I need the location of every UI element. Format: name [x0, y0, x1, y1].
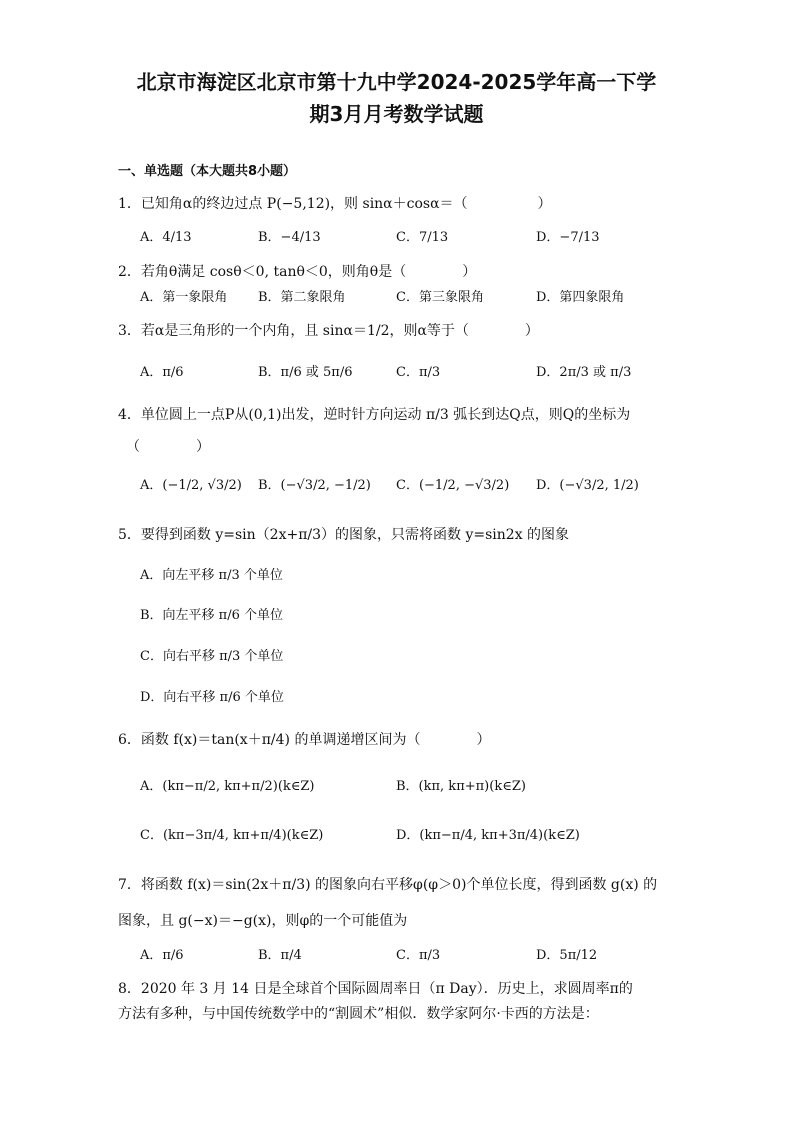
section-heading: 一、单选题（本大题共8小题） — [118, 164, 297, 179]
question-3-option-b: B．π/6 或 5π/6 — [258, 365, 353, 380]
question-2-option-c: C．第三象限角 — [396, 290, 484, 305]
question-2-option-d: D．第四象限角 — [536, 290, 625, 305]
question-7-stem-cont: 图象，且 g(−x)＝−g(x)，则φ的一个可能值为 — [118, 913, 408, 929]
question-4-option-a: A．(−1/2, √3/2) — [140, 478, 242, 493]
question-1-option-b: B．−4/13 — [258, 230, 321, 245]
question-8-stem: 8．2020 年 3 月 14 日是全球首个国际圆周率日（π Day）．历史上，求圆周率π的 — [118, 981, 633, 997]
exam-title-line1: 北京市海淀区北京市第十九中学2024-2025学年高一下学 — [136, 70, 657, 94]
question-5-option-d: D．向右平移 π/6 个单位 — [140, 690, 284, 705]
question-6-stem: 6．函数 f(x)＝tan(x＋π/4) 的单调递增区间为（ ） — [118, 732, 491, 748]
question-4-stem-cont: （ ） — [126, 439, 210, 455]
question-1-option-c: C．7/13 — [396, 230, 449, 245]
question-5-option-c: C．向右平移 π/3 个单位 — [140, 649, 284, 664]
question-7-option-d: D．5π/12 — [536, 948, 598, 963]
question-7-option-b: B．π/4 — [258, 948, 302, 963]
question-5-option-b: B．向左平移 π/6 个单位 — [140, 608, 284, 623]
question-8-stem-cont: 方法有多种，与中国传统数学中的“割圆术”相似．数学家阿尔·卡西的方法是： — [118, 1006, 599, 1022]
question-6-option-d: D．(kπ−π/4, kπ+3π/4)(k∈Z) — [396, 828, 580, 843]
question-4-option-d: D．(−√3/2, 1/2) — [536, 478, 639, 493]
exam-title-line2: 期3月月考数学试题 — [309, 102, 484, 126]
question-2-stem: 2．若角θ满足 cosθ＜0, tanθ＜0，则角θ是（ ） — [118, 264, 477, 280]
question-7-stem: 7．将函数 f(x)＝sin(2x＋π/3) 的图象向右平移φ(φ＞0)个单位长度，得到函数 g(x) 的 — [118, 877, 658, 893]
question-4-option-c: C．(−1/2, −√3/2) — [396, 478, 510, 493]
question-5-stem: 5．要得到函数 y=sin（2x+π/3）的图象，只需将函数 y=sin2x 的图象 — [118, 527, 570, 543]
question-3-option-a: A．π/6 — [140, 365, 184, 380]
question-3-option-d: D．2π/3 或 π/3 — [536, 365, 632, 380]
question-1-option-a: A．4/13 — [140, 230, 192, 245]
question-5-option-a: A．向左平移 π/3 个单位 — [140, 568, 283, 583]
question-6-option-c: C．(kπ−3π/4, kπ+π/4)(k∈Z) — [140, 828, 324, 843]
question-4-option-b: B．(−√3/2, −1/2) — [258, 478, 371, 493]
question-4-stem: 4．单位圆上一点P从(0,1)出发，逆时针方向运动 π/3 弧长到达Q点，则Q的坐标为 — [118, 407, 631, 423]
question-2-option-a: A．第一象限角 — [140, 290, 228, 305]
question-3-stem: 3．若α是三角形的一个内角，且 sinα＝1/2，则α等于（ ） — [118, 323, 539, 339]
question-1-stem: 1．已知角α的终边过点 P(−5,12)，则 sinα＋cosα＝（ ） — [118, 196, 552, 212]
question-7-option-c: C．π/3 — [396, 948, 441, 963]
question-6-option-a: A．(kπ−π/2, kπ+π/2)(k∈Z) — [140, 779, 315, 794]
question-2-option-b: B．第二象限角 — [258, 290, 346, 305]
question-1-option-d: D．−7/13 — [536, 230, 600, 245]
question-3-option-c: C．π/3 — [396, 365, 441, 380]
question-7-option-a: A．π/6 — [140, 948, 184, 963]
question-6-option-b: B．(kπ, kπ+π)(k∈Z) — [396, 779, 526, 794]
